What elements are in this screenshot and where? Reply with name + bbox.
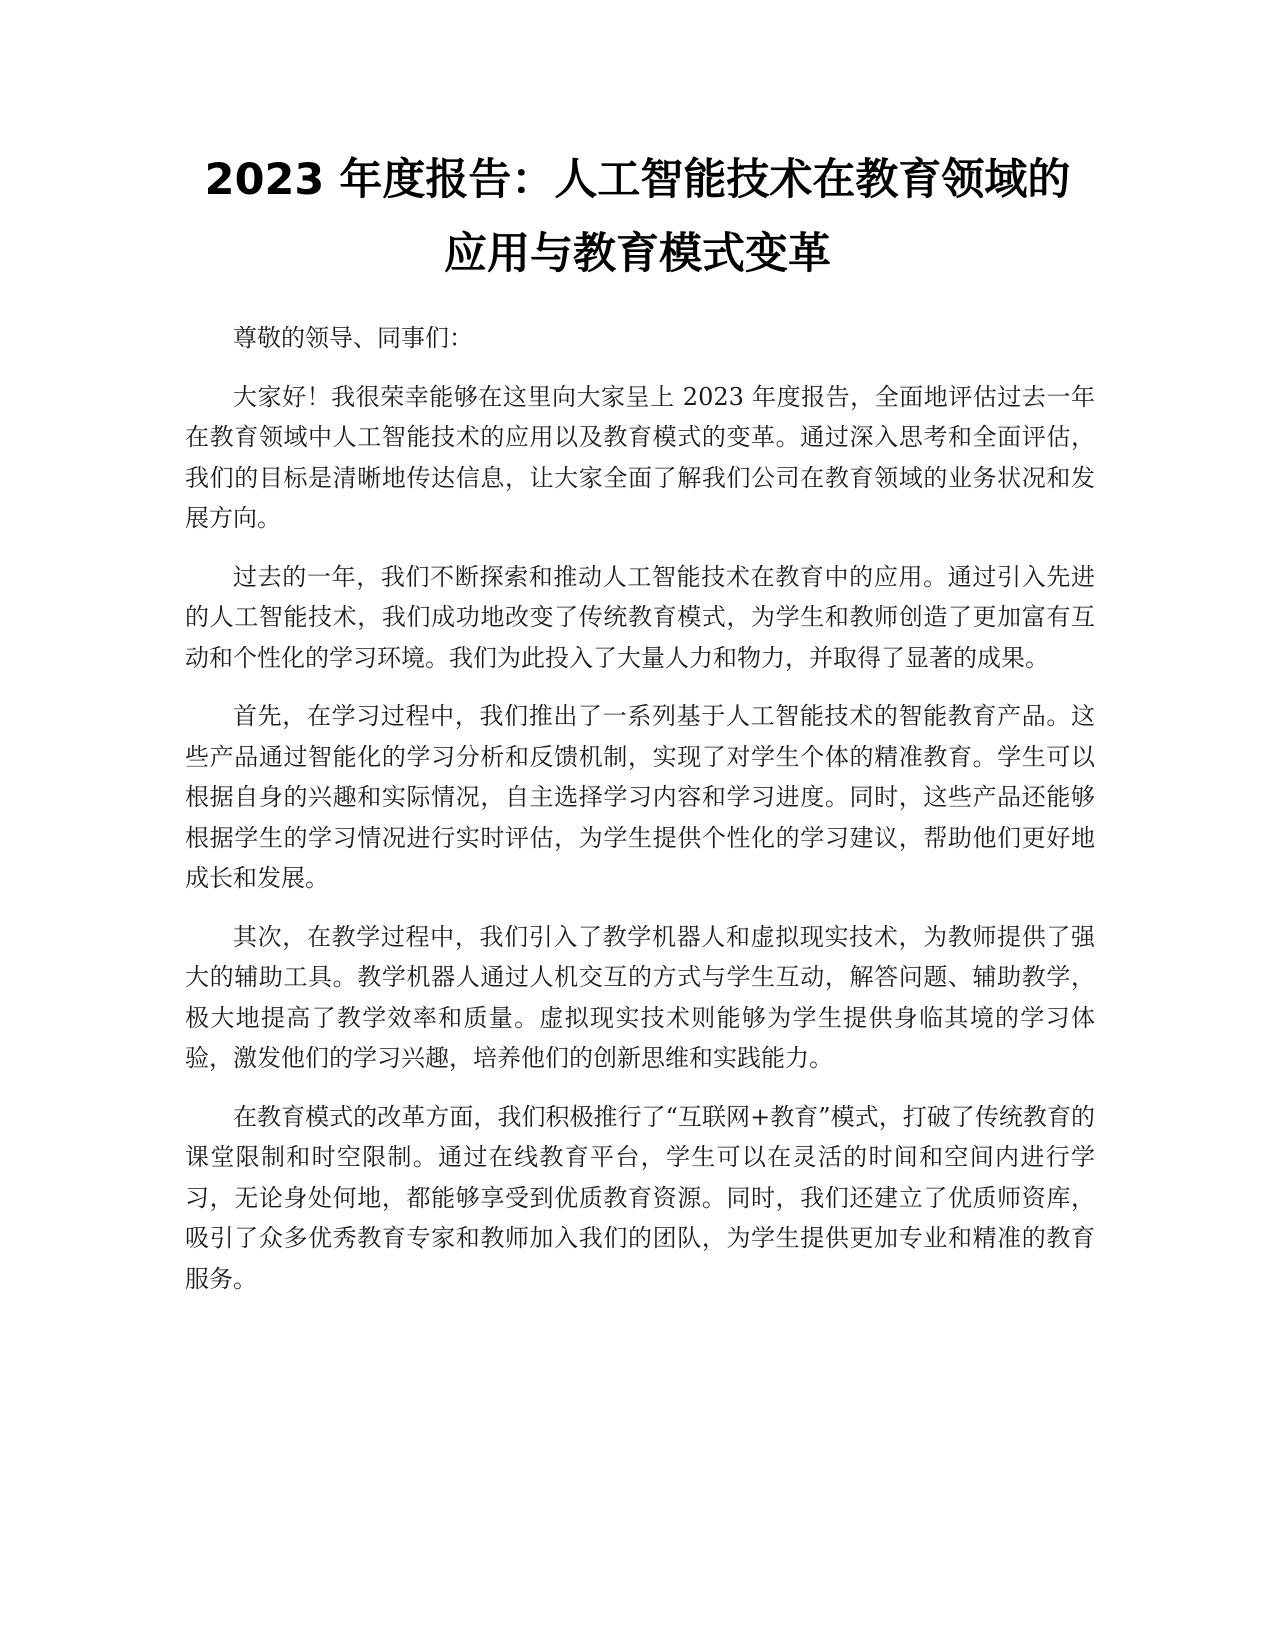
document-title-line-1: 2023 年度报告：人工智能技术在教育领域的 — [204, 155, 1071, 205]
greeting-paragraph: 尊敬的领导、同事们： — [233, 324, 473, 352]
paragraph-teaching-process: 其次，在教学过程中，我们引入了教学机器人和虚拟现实技术，为教师提供了强大的辅助工具。教学机器人通过人机交互的方式与学生互动，解答问题、辅助教学，极大地提高了教学效率和质量。虚拟现实技术则能够为学生提供身临其境的学习体验，激发他们的学习兴趣，培养他们的创新思维和实践能力。 — [185, 922, 1095, 1072]
document-title-line-2: 应用与教育模式变革 — [444, 229, 831, 279]
paragraph-education-model-reform: 在教育模式的改革方面，我们积极推行了“互联网+教育”模式，打破了传统教育的课堂限制和时空限制。通过在线教育平台，学生可以在灵活的时间和空间内进行学习，无论身处何地，都能够享受到优质教育资源。同时，我们还建立了优质师资库，吸引了众多优秀教育专家和教师加入我们的团队，为学生提供更加专业和精准的教育服务。 — [185, 1102, 1095, 1293]
document-title — [180, 143, 1095, 291]
paragraph-past-year: 过去的一年，我们不断探索和推动人工智能技术在教育中的应用。通过引入先进的人工智能技术，我们成功地改变了传统教育模式，为学生和教师创造了更加富有互动和个性化的学习环境。我们为此投入了大量人力和物力，并取得了显著的成果。 — [185, 562, 1095, 672]
paragraph-learning-process: 首先，在学习过程中，我们推出了一系列基于人工智能技术的智能教育产品。这些产品通过智能化的学习分析和反馈机制，实现了对学生个体的精准教育。学生可以根据自身的兴趣和实际情况，自主选择学习内容和学习进度。同时，这些产品还能够根据学生的学习情况进行实时评估，为学生提供个性化的学习建议，帮助他们更好地成长和发展。 — [185, 702, 1095, 892]
paragraph-introduction: 大家好！我很荣幸能够在这里向大家呈上 2023 年度报告，全面地评估过去一年在教育领域中人工智能技术的应用以及教育模式的变革。通过深入思考和全面评估，我们的目标是清晰地传达信息，让大家全面了解我们公司在教育领域的业务状况和发展方向。 — [185, 382, 1095, 532]
document-body — [185, 318, 1095, 1317]
